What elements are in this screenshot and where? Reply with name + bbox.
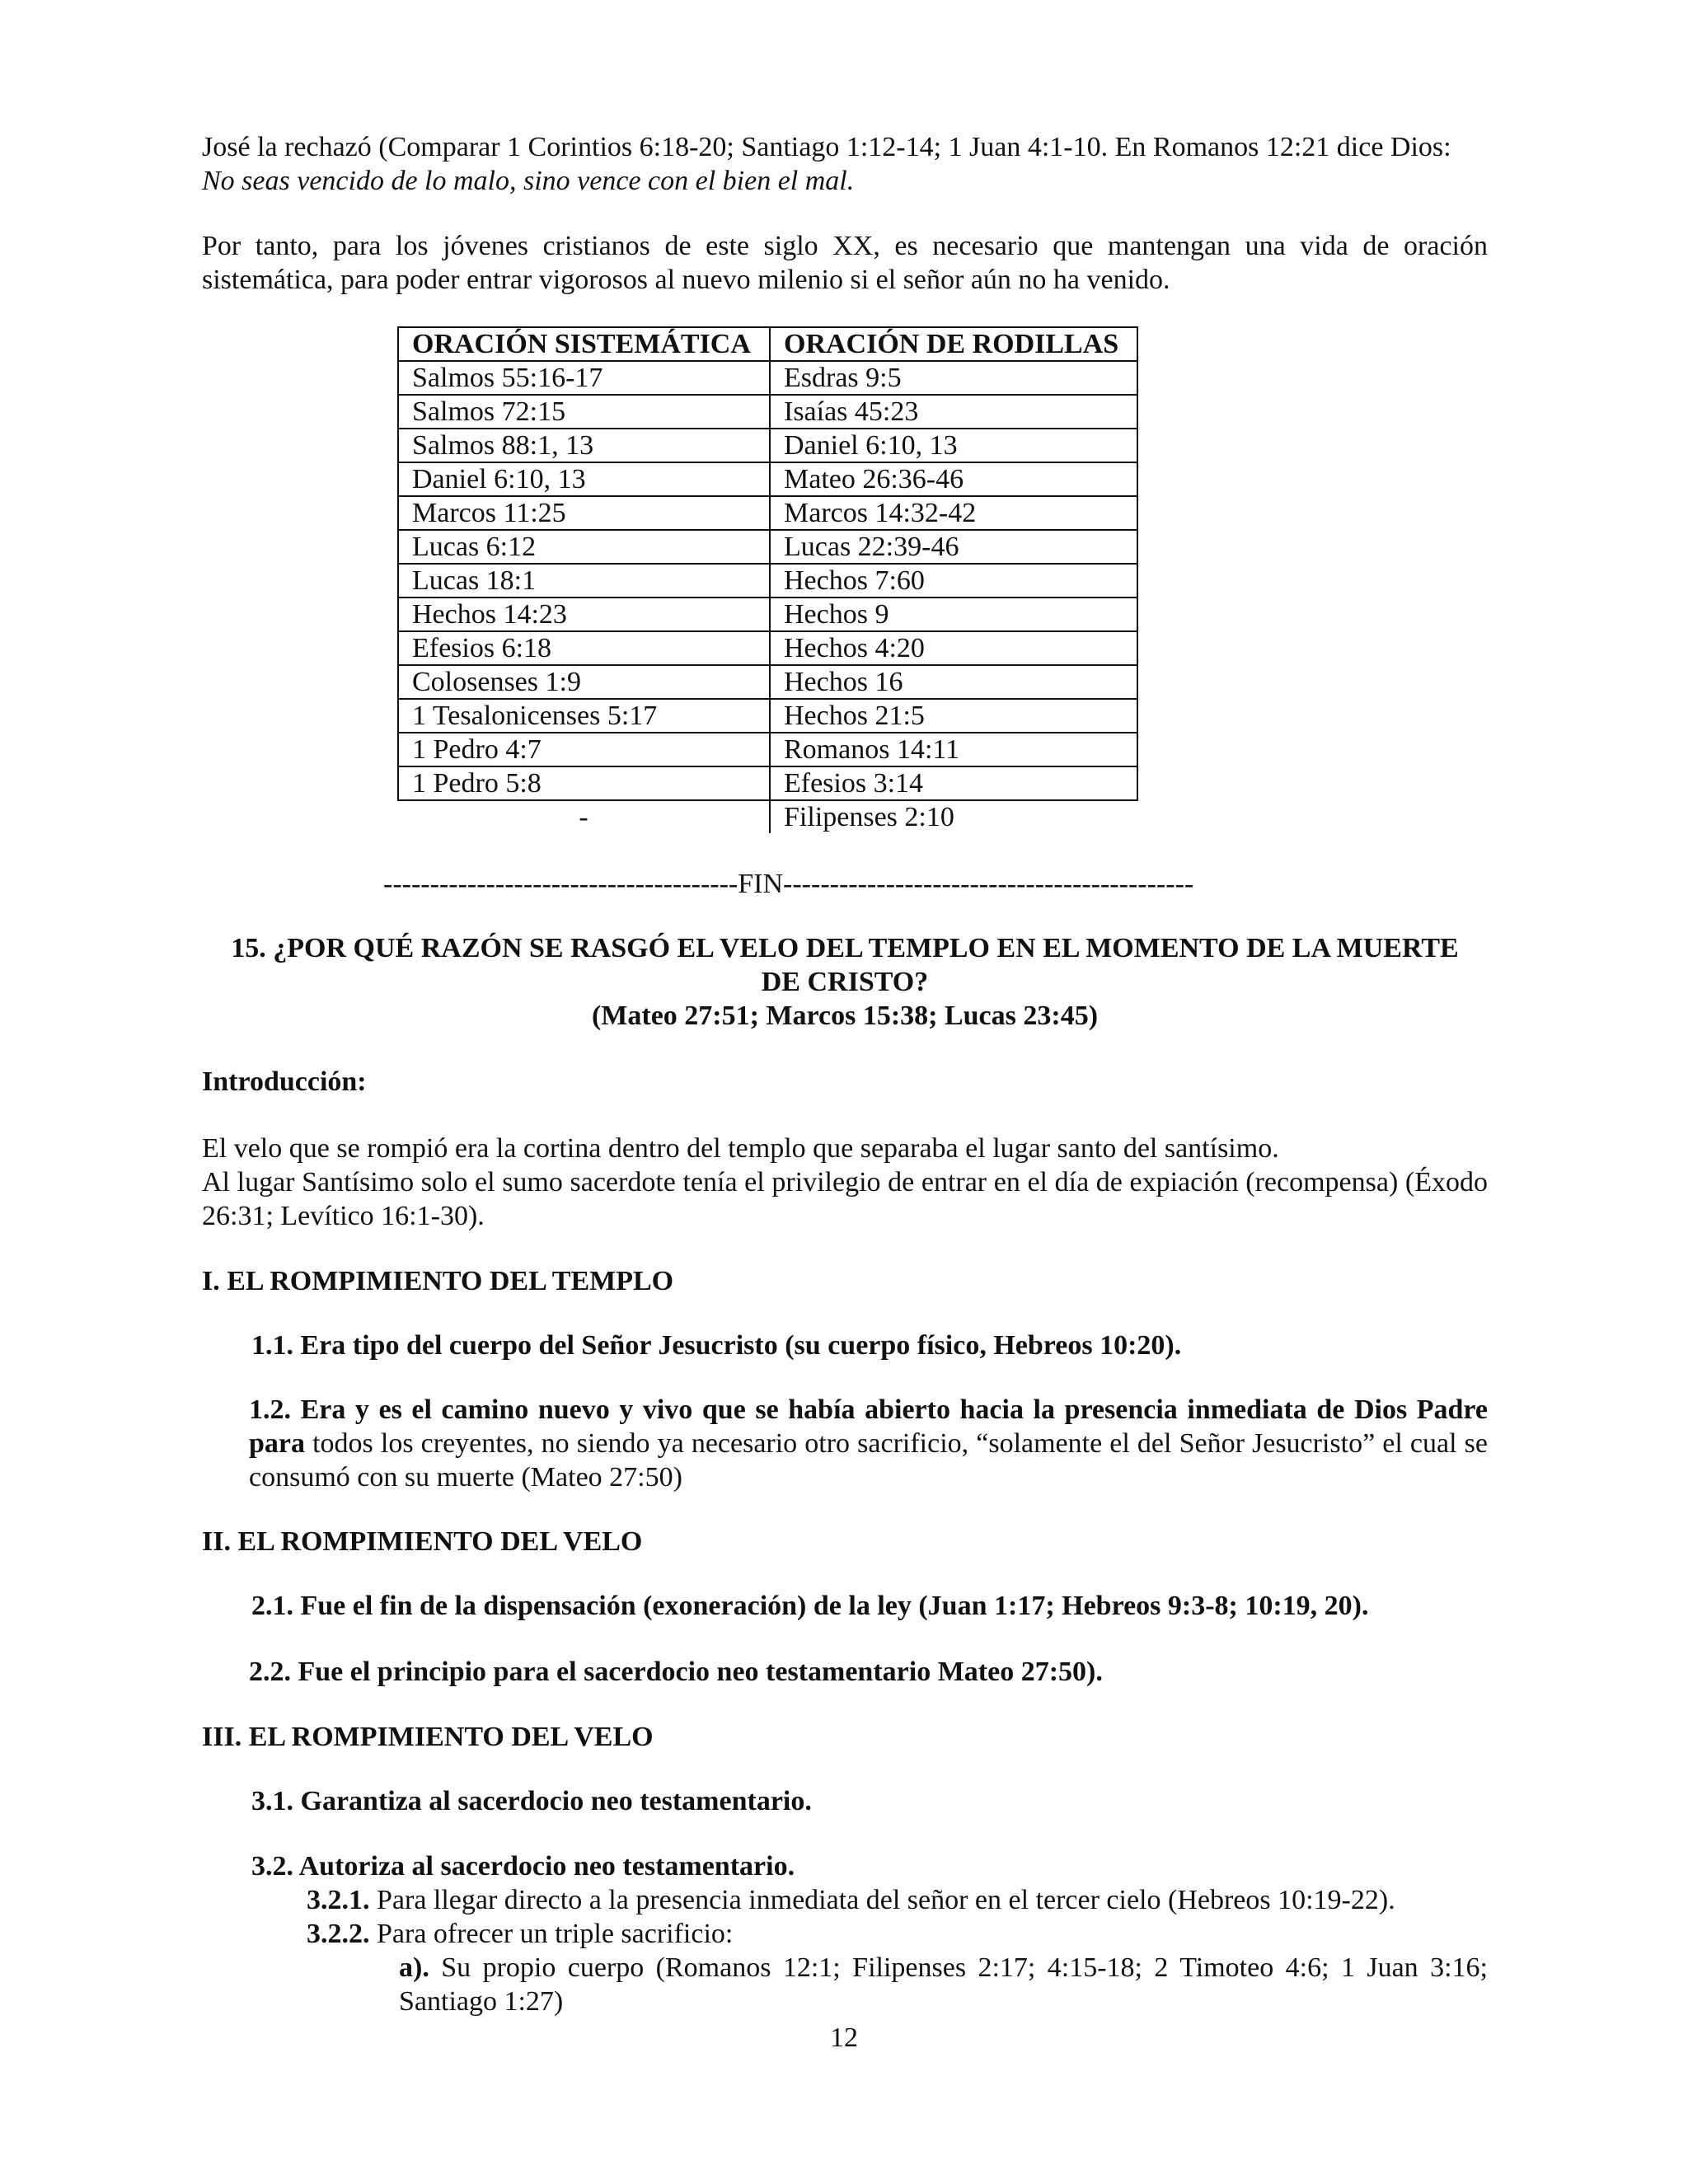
table-cell: Filipenses 2:10 [784, 802, 954, 832]
table-cell: 1 Tesalonicenses 5:17 [398, 699, 770, 733]
table-row [398, 631, 1137, 665]
table-row [398, 530, 1137, 564]
table-row [398, 429, 1137, 462]
table-row [398, 361, 1137, 395]
section-title-line-1: 15. ¿POR QUÉ RAZÓN SE RASGÓ EL VELO DEL TEMPLO EN EL MOMENTO DE LA MUERTE [231, 933, 1459, 963]
table-cell: 1 Pedro 4:7 [398, 733, 770, 766]
table-cell: Salmos 72:15 [398, 395, 770, 429]
introduccion-line-1: El velo que se rompió era la cortina dentro del templo que separaba el lugar santo del santísimo. [202, 1133, 1279, 1164]
point-1-1: 1.1. Era tipo del cuerpo del Señor Jesucristo (su cuerpo físico, Hebreos 10:20). [251, 1330, 1182, 1361]
table-cell: Mateo 26:36-46 [770, 462, 1137, 496]
intro-text: José la rechazó (Comparar 1 Corintios 6:18-20; Santiago 1:12-14; 1 Juan 4:1-10. En Romanos 12:21 dice Dios: [202, 132, 1451, 162]
table-row [398, 766, 1137, 800]
point-3-2-2-number: 3.2.2. [307, 1919, 370, 1949]
point-2-2: 2.2. Fue el principio para el sacerdocio neo testamentario Mateo 27:50). [249, 1657, 1103, 1687]
heading-section-I: I. EL ROMPIMIENTO DEL TEMPLO [202, 1266, 674, 1296]
introduccion-heading: Introducción: [202, 1066, 367, 1097]
table-cell: Hechos 7:60 [770, 564, 1137, 598]
table-cell: Isaías 45:23 [770, 395, 1137, 429]
table-cell: Salmos 88:1, 13 [398, 429, 770, 462]
heading-section-III: III. EL ROMPIMIENTO DEL VELO [202, 1722, 654, 1752]
section-title-line-2: DE CRISTO? [761, 967, 929, 997]
point-3-1: 3.1. Garantiza al sacerdocio neo testamentario. [251, 1786, 812, 1816]
table-cell: - [398, 800, 770, 833]
table-cell: Marcos 14:32-42 [770, 496, 1137, 530]
table-cell: Hechos 14:23 [398, 598, 770, 631]
table-row [398, 496, 1137, 530]
table-row [398, 733, 1137, 766]
introduccion-line-2: Al lugar Santísimo solo el sumo sacerdote tenía el privilegio de entrar en el día de expiación (recompensa) (Éxodo 26:31; Levítico 16:1-30). [202, 1167, 1488, 1231]
table-header-kneeling: ORACIÓN DE RODILLAS [770, 327, 1137, 361]
table-row [398, 699, 1137, 733]
table-cell: Lucas 18:1 [398, 564, 770, 598]
point-3-2-1 [307, 1883, 1395, 1917]
table-cell: Daniel 6:10, 13 [770, 429, 1137, 462]
table-cell: Romanos 14:11 [770, 733, 1137, 766]
point-3-2-2 [307, 1917, 733, 1951]
section-title [202, 931, 1488, 1033]
intro-quote: No seas vencido de lo malo, sino vence con el bien el mal. [202, 166, 855, 196]
table-cell: Efesios 6:18 [398, 631, 770, 665]
table-cell: Lucas 22:39-46 [770, 530, 1137, 564]
point-a [399, 1951, 1488, 2018]
table-row [398, 800, 1137, 833]
section-references: (Mateo 27:51; Marcos 15:38; Lucas 23:45) [591, 1001, 1099, 1031]
point-3-2: 3.2. Autoriza al sacerdocio neo testamentario. [251, 1851, 795, 1882]
table-cell: Hechos 9 [770, 598, 1137, 631]
heading-section-II: II. EL ROMPIMIENTO DEL VELO [202, 1526, 643, 1557]
point-3-2-1-text: Para llegar directo a la presencia inmediata del señor en el tercer cielo (Hebreos 10:19-22). [369, 1885, 1395, 1915]
table-header-row [398, 327, 1137, 361]
point-2-1: 2.1. Fue el fin de la dispensación (exoneración) de la ley (Juan 1:17; Hebreos 9:3-8; 10:19, 20). [251, 1591, 1369, 1621]
table-row [398, 665, 1137, 699]
table-row [398, 395, 1137, 429]
table-cell: Colosenses 1:9 [398, 665, 770, 699]
point-1-2 [249, 1393, 1488, 1494]
table-cell: Daniel 6:10, 13 [398, 462, 770, 496]
intro-paragraph-1 [202, 130, 1488, 198]
point-1-2-text: todos los creyentes, no siendo ya necesario otro sacrificio, “solamente el del Señor Jesucristo” el cual se consumó con su muerte (Mateo 27:50) [249, 1428, 1488, 1493]
point-a-label: a). [399, 1952, 429, 1983]
point-1-2-bold: 1.2. Era y es el camino nuevo y vivo que se había abierto hacia la presencia inmediata de Dios Padre para [249, 1394, 1488, 1459]
point-3-2-1-number: 3.2.1. [307, 1885, 370, 1915]
point-3-2-2-text: Para ofrecer un triple sacrificio: [369, 1919, 734, 1949]
table-cell: Marcos 11:25 [398, 496, 770, 530]
table-cell: 1 Pedro 5:8 [398, 766, 770, 800]
fin-separator: --------------------------------------FIN-------------------------------------------- [383, 869, 1194, 899]
point-a-text: Su propio cuerpo (Romanos 12:1; Filipenses 2:17; 4:15-18; 2 Timoteo 4:6; 1 Juan 3:16; Santiago 1:27) [399, 1952, 1488, 2017]
page-number: 12 [830, 2022, 858, 2053]
introduccion-body [202, 1132, 1488, 1233]
table-row [398, 564, 1137, 598]
table-cell: Efesios 3:14 [770, 766, 1137, 800]
table-cell: Hechos 21:5 [770, 699, 1137, 733]
table-cell: Salmos 55:16-17 [398, 361, 770, 395]
table-cell: Hechos 16 [770, 665, 1137, 699]
table-cell: Lucas 6:12 [398, 530, 770, 564]
table-header-systematic: ORACIÓN SISTEMÁTICA [398, 327, 770, 361]
prayer-reference-table [397, 326, 1138, 833]
table-cell: Hechos 4:20 [770, 631, 1137, 665]
table-row [398, 598, 1137, 631]
table-row [398, 462, 1137, 496]
table-cell: Esdras 9:5 [770, 361, 1137, 395]
intro-paragraph-2: Por tanto, para los jóvenes cristianos de este siglo XX, es necesario que mantengan una vida de oración sistemática, para poder entrar vigorosos al nuevo milenio si el señor aún no ha venido. [202, 231, 1488, 295]
